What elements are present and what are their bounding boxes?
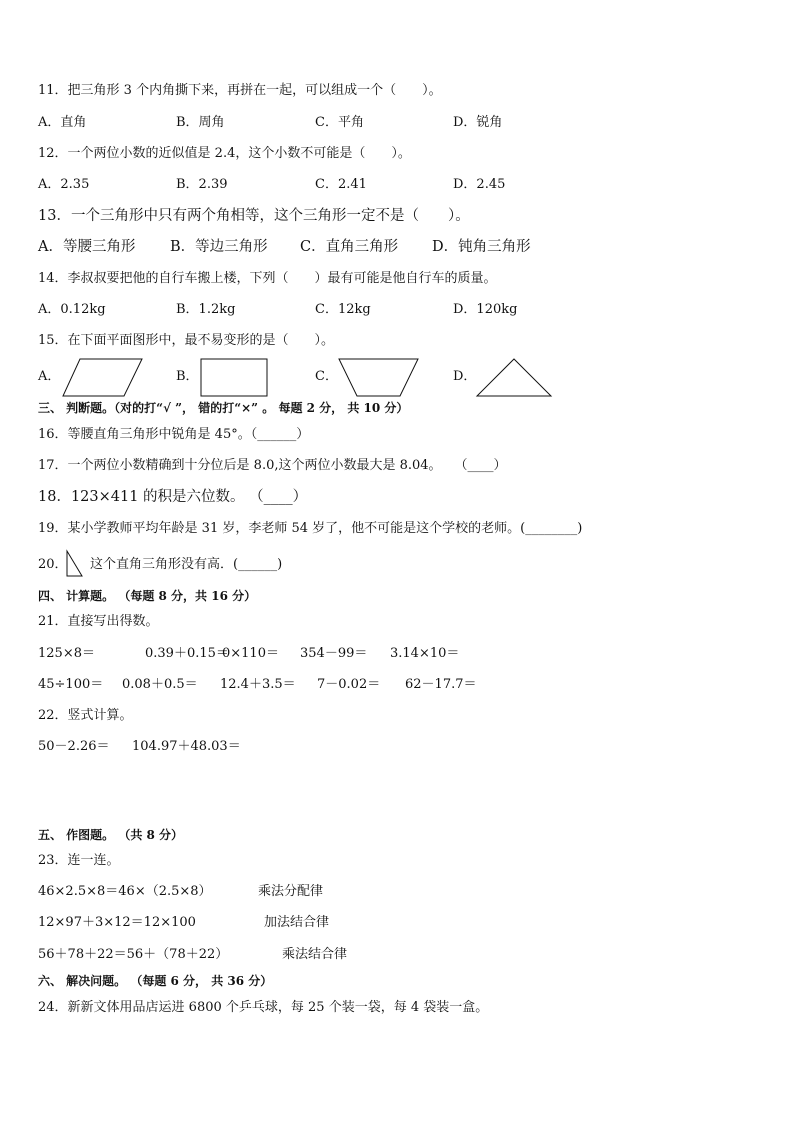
vertical-calc-item: 50－2.26＝: [38, 739, 110, 754]
question-24-text: 24．新新文体用品店运进 6800 个乒乓球，每 25 个装一袋，每 4 袋装一盒。: [38, 1000, 489, 1015]
q14-option-a: A．0.12kg: [38, 302, 106, 317]
right-triangle-figure: [66, 550, 84, 578]
q15-option-d: D．: [453, 369, 477, 384]
question-18-text: 18．123×411 的积是六位数。 （____）: [38, 489, 308, 505]
calc-item: 0×110＝: [222, 646, 279, 661]
rectangle-shape: [200, 358, 268, 398]
q15-option-a: A．: [38, 369, 61, 384]
q15-option-c: C．: [315, 369, 338, 384]
q11-option-d: D．锐角: [453, 115, 503, 130]
calc-item: 354－99＝: [300, 646, 368, 661]
question-23-text: 23．连一连。: [38, 853, 120, 868]
question-12-text: 12．一个两位小数的近似值是 2.4，这个小数不可能是（ ）。: [38, 146, 411, 161]
match-left-item: 46×2.5×8＝46×（2.5×8）: [38, 884, 212, 899]
q14-option-c: C．12kg: [315, 302, 371, 317]
q14-option-d: D．120kg: [453, 302, 518, 317]
question-20-text: 这个直角三角形没有高．(______): [90, 557, 283, 572]
question-15-text: 15．在下面平面图形中，最不易变形的是（ ）。: [38, 333, 335, 348]
section-6-heading: 六、 解决问题。 （每题 6 分， 共 36 分）: [38, 974, 273, 988]
calc-item: 62－17.7＝: [405, 677, 477, 692]
calc-item: 0.08＋0.5＝: [122, 677, 198, 692]
q12-option-d: D．2.45: [453, 177, 506, 192]
match-left-item: 12×97＋3×12＝12×100: [38, 915, 196, 930]
question-22-text: 22．竖式计算。: [38, 708, 133, 723]
q13-option-b: B．等边三角形: [170, 239, 268, 255]
q11-option-c: C．平角: [315, 115, 364, 130]
question-19-text: 19．某小学教师平均年龄是 31 岁，李老师 54 岁了，他不可能是这个学校的老师。(________): [38, 521, 583, 536]
q15-option-b: B．: [176, 369, 199, 384]
question-14-text: 14．李叔叔要把他的自行车搬上楼，下列（ ）最有可能是他自行车的质量。: [38, 271, 497, 286]
section-4-heading: 四、 计算题。 （每题 8 分，共 16 分）: [38, 589, 257, 603]
section-5-heading: 五、 作图题。 （共 8 分）: [38, 828, 184, 842]
question-11-text: 11．把三角形 3 个内角撕下来，再拼在一起，可以组成一个（ ）。: [38, 83, 442, 98]
q14-option-b: B．1.2kg: [176, 302, 236, 317]
q13-option-a: A．等腰三角形: [38, 239, 136, 255]
parallelogram-shape: [62, 358, 144, 398]
question-13-text: 13．一个三角形中只有两个角相等，这个三角形一定不是（ ）。: [38, 208, 470, 224]
q13-option-d: D．钝角三角形: [432, 239, 531, 255]
calc-item: 0.39＋0.15＝: [145, 646, 229, 661]
q12-option-a: A．2.35: [38, 177, 90, 192]
calc-item: 125×8＝: [38, 646, 95, 661]
calc-item: 45÷100＝: [38, 677, 104, 692]
triangle-shape: [476, 358, 552, 398]
trapezoid-shape: [338, 358, 420, 398]
q12-option-c: C．2.41: [315, 177, 367, 192]
calc-item: 7－0.02＝: [317, 677, 381, 692]
match-right-item: 乘法分配律: [258, 884, 324, 899]
section-3-heading: 三、 判断题。（对的打“√ ”， 错的打“×” 。 每题 2 分， 共 10 分）: [38, 401, 409, 415]
question-17-text: 17．一个两位小数精确到十分位后是 8.0,这个两位小数最大是 8.04。 （____）: [38, 458, 507, 473]
match-left-item: 56＋78＋22＝56＋（78＋22）: [38, 947, 229, 962]
q12-option-b: B．2.39: [176, 177, 228, 192]
q11-option-b: B．周角: [176, 115, 225, 130]
question-16-text: 16．等腰直角三角形中锐角是 45°。（______）: [38, 427, 310, 442]
vertical-calc-item: 104.97＋48.03＝: [132, 739, 241, 754]
calc-item: 12.4＋3.5＝: [220, 677, 296, 692]
q13-option-c: C．直角三角形: [300, 239, 399, 255]
match-right-item: 乘法结合律: [282, 947, 348, 962]
match-right-item: 加法结合律: [264, 915, 330, 930]
q11-option-a: A．直角: [38, 115, 87, 130]
calc-item: 3.14×10＝: [390, 646, 460, 661]
question-21-text: 21．直接写出得数。: [38, 614, 159, 629]
question-20-number: 20．: [38, 557, 68, 572]
